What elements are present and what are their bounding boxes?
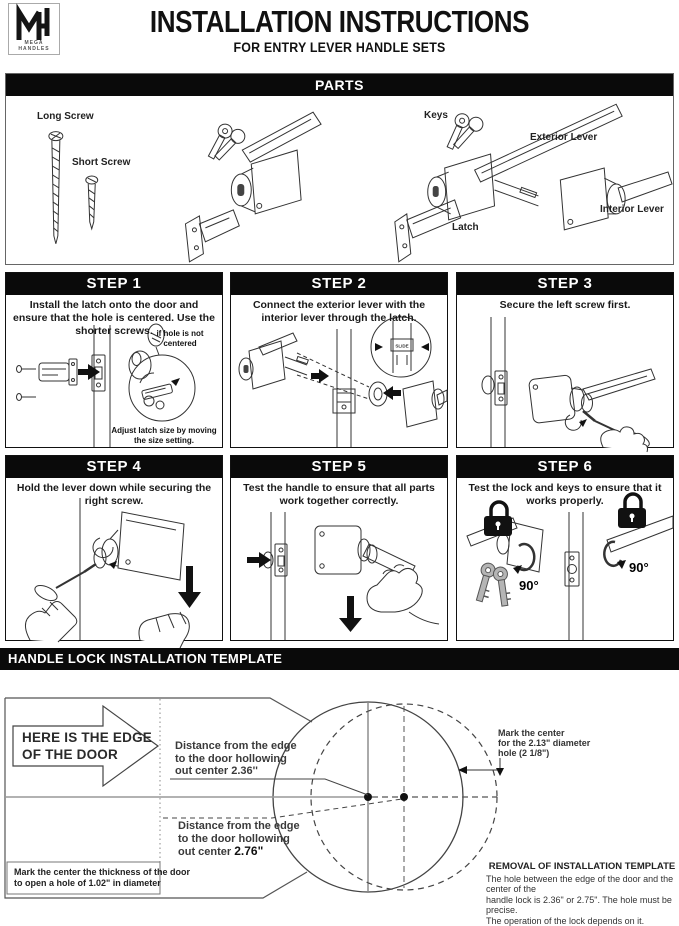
label-exterior-lever: Exterior Lever — [530, 132, 598, 143]
step-3-caption: Secure the left screw first. — [499, 299, 631, 311]
page-subtitle: FOR ENTRY LEVER HANDLE SETS — [233, 40, 446, 55]
step-1-body — [6, 295, 222, 447]
dist276-value: 2.76" — [234, 844, 264, 858]
mark-right-line-2: for the 2.13" diameter — [498, 738, 591, 748]
step-6-panel — [456, 455, 674, 641]
arrow-inward-right-icon — [421, 343, 429, 351]
step-1-note-adjust: Adjust latch size by moving the size setting. — [111, 426, 217, 445]
step-1-header: STEP 1 — [6, 273, 222, 295]
latch-illustration-right — [395, 200, 461, 262]
mark-right-line-1: Mark the center — [498, 728, 565, 738]
parts-diagram — [6, 96, 673, 266]
arrow-inward-left-icon — [375, 343, 383, 351]
step-5-panel — [230, 455, 448, 641]
mark-right-line-3: hole (2 1/8") — [498, 748, 550, 758]
arrow-right-icon — [247, 552, 271, 568]
step-2-caption: Connect the exterior lever with the interior lever through the latch. — [252, 299, 426, 324]
step-5-header: STEP 5 — [231, 456, 447, 478]
edge-line-1: HERE IS THE EDGE — [22, 730, 152, 745]
rotate-arrow-icon — [109, 561, 117, 569]
parts-header: PARTS — [6, 74, 673, 96]
dist276-line-2: to the door hollowing — [178, 832, 290, 845]
keys-icon — [473, 561, 512, 606]
keys-illustration — [444, 111, 486, 151]
arrow-down-icon — [496, 768, 504, 776]
latch-illustration-middle — [185, 210, 239, 262]
step-1-note-not-centered: if hole is not centered — [156, 329, 204, 348]
removal-note — [486, 862, 678, 926]
edge-line-2: OF THE DOOR — [22, 746, 118, 762]
step-6-header: STEP 6 — [457, 456, 673, 478]
arrow-small-icon — [171, 378, 180, 386]
label-latch: Latch — [452, 222, 479, 233]
leader-276 — [163, 799, 402, 818]
step-5-body — [231, 478, 447, 640]
dist236-line-1: Distance from the edge — [175, 740, 297, 752]
step-3-header: STEP 3 — [457, 273, 673, 295]
template-diagram — [0, 670, 679, 926]
step-3-body — [457, 295, 673, 447]
step-1-caption: Install the latch onto the door and ensure that the hole is centered. Use the shorter screws. — [13, 299, 215, 337]
angle-label-left: 90° — [519, 578, 539, 593]
leader-236 — [170, 779, 368, 795]
arrow-down-icon — [339, 596, 362, 632]
dist236-line-2: to the door hollowing — [175, 752, 287, 765]
edge-of-door-label — [22, 730, 172, 764]
mh-monogram-icon — [9, 4, 57, 44]
label-short-screw: Short Screw — [72, 157, 131, 168]
short-screw-illustration — [86, 176, 98, 229]
step-2-body — [231, 295, 447, 447]
step-5-caption: Test the handle to ensure that all parts work together correctly. — [243, 482, 435, 507]
parts-illustration — [6, 96, 673, 266]
mark-left-line-1: Mark the center the thickness of the door — [14, 867, 191, 877]
distance-236-label — [175, 740, 297, 778]
dist236-line-3: out center — [175, 765, 232, 777]
label-long-screw: Long Screw — [37, 111, 94, 122]
step-1-panel — [5, 272, 223, 448]
removal-line-3: The operation of the lock depends on it. — [486, 915, 645, 926]
long-screw-illustration — [49, 132, 63, 244]
center-mark-276 — [400, 793, 408, 801]
brand-name: MEGA HANDLES — [18, 40, 50, 52]
dist276-line-3: out center — [178, 846, 235, 858]
removal-line-1: The hole between the edge of the door and the center of the — [486, 873, 674, 894]
step-3-illustration — [457, 295, 673, 447]
step-6-caption: Test the lock and keys to ensure that it works properly. — [468, 482, 662, 507]
dist236-value: 2.36'' — [231, 765, 258, 777]
mark-center-left-label — [14, 867, 190, 889]
slide-label: SLIDE — [395, 343, 409, 349]
page-title: INSTALLATION INSTRUCTIONS — [149, 4, 530, 39]
template-section — [0, 648, 679, 926]
mark-left-line-2: to open a hole of 1.02" in diameter — [14, 878, 161, 888]
interior-lever-illustration — [560, 168, 672, 230]
arrow-down-icon — [178, 566, 201, 608]
dist276-line-1: Distance from the edge — [178, 820, 300, 832]
step-6-body — [457, 478, 673, 640]
angle-label-right: 90° — [629, 560, 649, 575]
label-interior-lever: Interior Lever — [600, 204, 664, 215]
distance-276-label — [178, 820, 300, 859]
step-4-body — [6, 478, 222, 640]
template-header: HANDLE LOCK INSTALLATION TEMPLATE — [0, 648, 679, 670]
step-2-panel — [230, 272, 448, 448]
arrow-right-icon — [78, 364, 100, 380]
step-3-panel — [456, 272, 674, 448]
mark-center-right-label — [498, 728, 590, 758]
removal-title: REMOVAL OF INSTALLATION TEMPLATE — [488, 861, 676, 872]
exterior-lever-exploded-illustration — [205, 112, 321, 214]
step-4-caption: Hold the lever down while securing the right screw. — [16, 482, 212, 507]
removal-line-2: handle lock is 2.36" or 2.75". The hole must be precise. — [486, 894, 672, 915]
step-4-panel — [5, 455, 223, 641]
step-4-header: STEP 4 — [6, 456, 222, 478]
exterior-lever-illustration — [428, 104, 622, 220]
parts-section — [5, 73, 674, 265]
step-2-header: STEP 2 — [231, 273, 447, 295]
label-keys: Keys — [424, 110, 448, 121]
